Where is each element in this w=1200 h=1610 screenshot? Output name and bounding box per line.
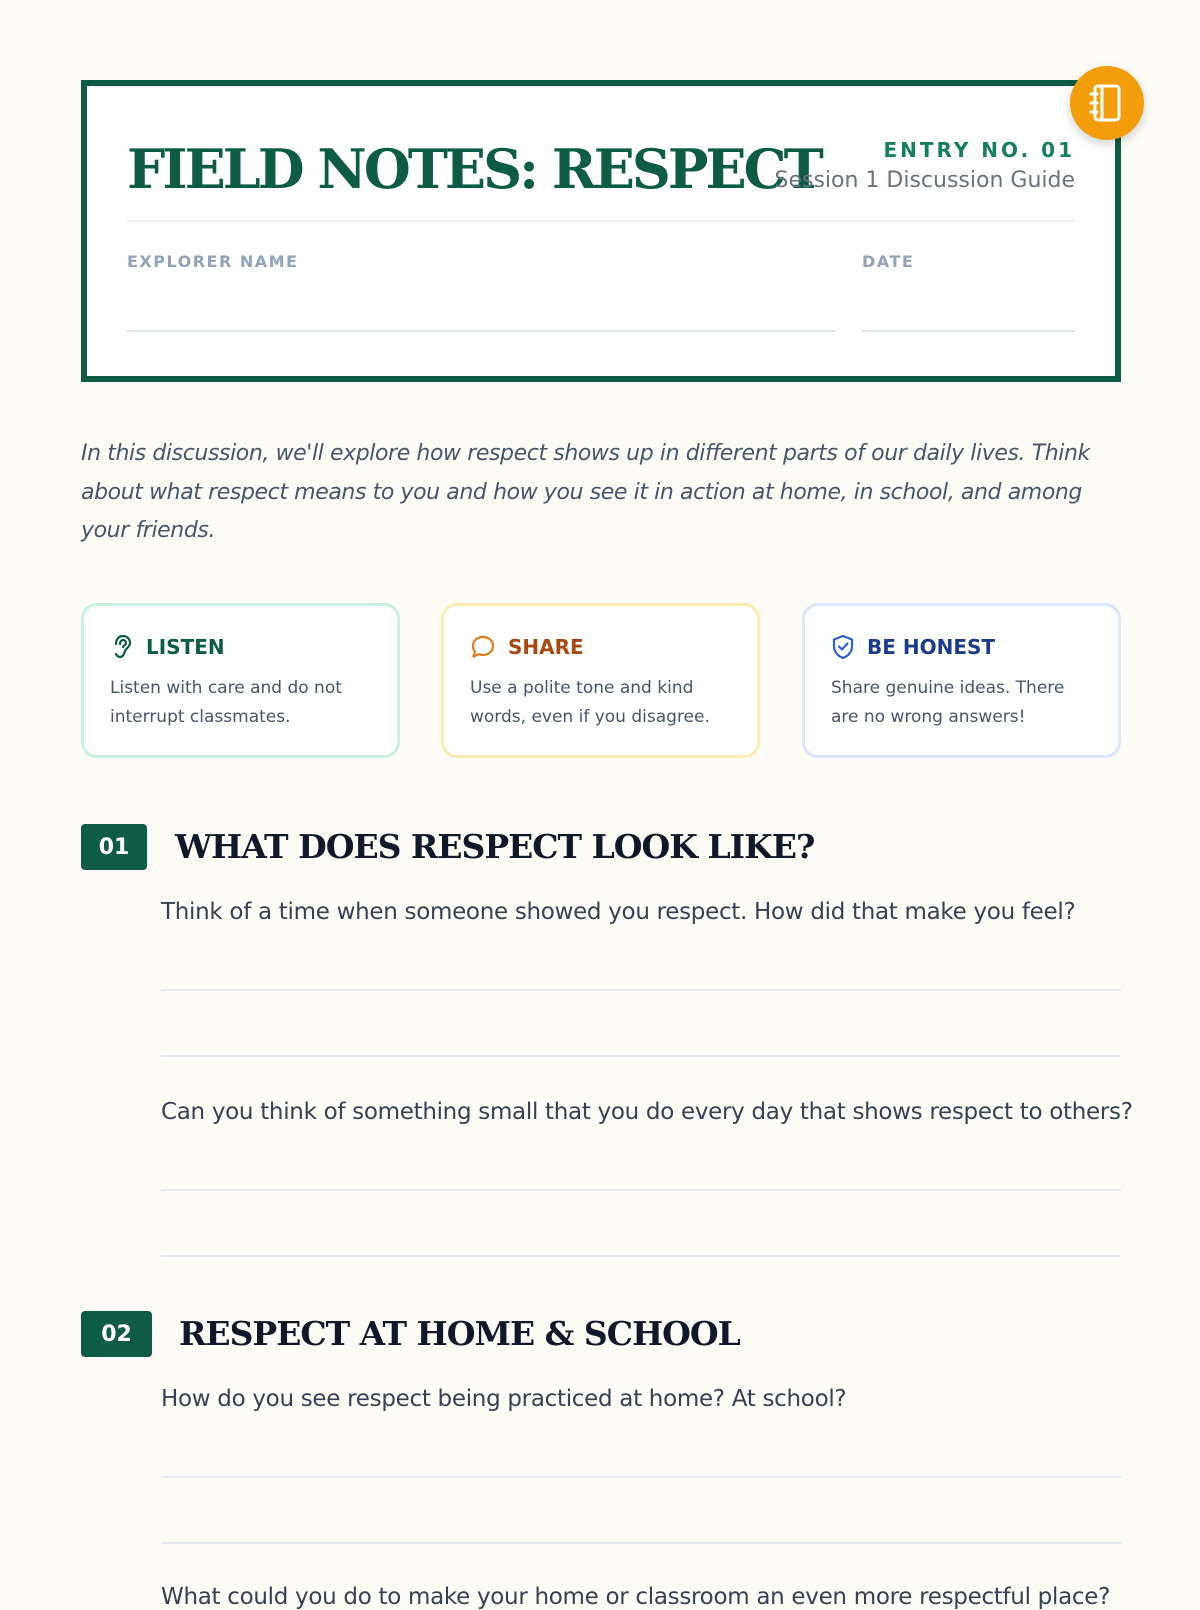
answer-line-2-1b[interactable] (161, 1542, 1121, 1544)
page-title: FIELD NOTES: RESPECT (127, 137, 821, 201)
rule-title-be-honest: BE HONEST (867, 635, 996, 659)
notebook-badge (1070, 66, 1144, 140)
date-label: DATE (862, 252, 915, 271)
rule-text-share: Use a polite tone and kind words, even if you disagree. (470, 678, 710, 727)
session-subtitle: Session 1 Discussion Guide (774, 168, 1075, 193)
section-title-01: WHAT DOES RESPECT LOOK LIKE? (175, 827, 815, 866)
question-1-1: Think of a time when someone showed you respect. How did that make you feel? (161, 899, 1076, 925)
date-field[interactable] (862, 330, 1075, 332)
notebook-icon (1089, 83, 1125, 123)
answer-line-2-1a[interactable] (161, 1476, 1121, 1478)
section-number-02: 02 (81, 1311, 152, 1357)
shield-check-icon (831, 634, 855, 660)
answer-line-1-1b[interactable] (161, 1055, 1121, 1057)
question-2-1: How do you see respect being practiced at home? At school? (161, 1386, 847, 1412)
discussion-rules (81, 603, 1121, 758)
answer-line-1-1a[interactable] (161, 989, 1121, 991)
question-2-2: What could you do to make your home or classroom an even more respectful place? (161, 1584, 1110, 1610)
speech-bubble-icon (470, 634, 496, 660)
question-1-2: Can you think of something small that you do every day that shows respect to others? (161, 1099, 1133, 1125)
answer-line-1-2a[interactable] (161, 1189, 1121, 1191)
explorer-name-field[interactable] (127, 330, 836, 332)
entry-number: ENTRY NO. 01 (883, 138, 1075, 162)
section-title-02: RESPECT AT HOME & SCHOOL (179, 1314, 740, 1353)
section-number-01: 01 (81, 824, 147, 870)
answer-line-1-2b[interactable] (161, 1255, 1121, 1257)
ear-icon (110, 634, 134, 660)
explorer-name-label: EXPLORER NAME (127, 252, 299, 271)
rule-card-listen (81, 603, 400, 758)
rule-card-share (441, 603, 760, 758)
rule-text-be-honest: Share genuine ideas. There are no wrong answers! (831, 678, 1065, 727)
rule-text-listen: Listen with care and do not interrupt classmates. (110, 678, 342, 727)
rule-title-listen: LISTEN (146, 635, 225, 659)
rule-title-share: SHARE (508, 635, 584, 659)
intro-paragraph: In this discussion, we'll explore how respect shows up in different parts of our daily lives. Think about what respect means to you and how you see it in action at home, in school, and among your friends. (81, 441, 1090, 543)
rule-card-be-honest (802, 603, 1121, 758)
header-card (81, 80, 1121, 382)
header-divider (127, 220, 1075, 222)
